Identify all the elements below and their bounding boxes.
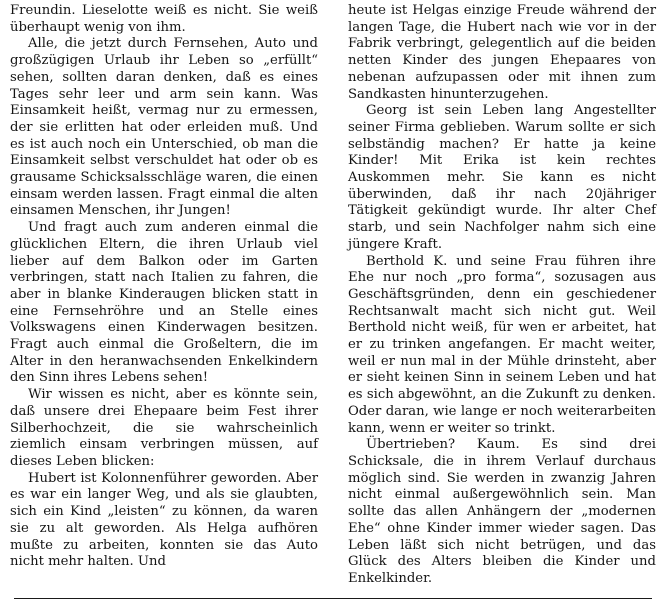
paragraph: Georg ist sein Leben lang Angestellter seiner Firma geblieben. Warum sollte er sich selbständig machen? Er hatte ja keine Kinder! Mit Erika ist kein rechtes Auskommen mehr. Sie kann es nicht überwinden, daß ihr nach 20jähriger Tätigkeit gekündigt wurde. Ihr alter Chef starb, und sein Nachfolger nahm sich eine jüngere Kraft. bbox=[348, 103, 656, 252]
bottom-rule bbox=[14, 598, 652, 599]
right-column bbox=[348, 3, 656, 588]
text-columns bbox=[10, 3, 656, 588]
paragraph: Freundin. Lieselotte weiß es nicht. Sie weiß überhaupt wenig von ihm. bbox=[10, 3, 318, 35]
paragraph: Berthold K. und seine Frau führen ihre Ehe nur noch „pro forma“, sozusagen aus Geschäftsgründen, denn ein geschiedener Rechtsanwalt macht sich nicht gut. Weil Berthold nicht weiß, für wen er arbeitet, hat er zu trinken angefangen. Er macht weiter, weil er nun mal in der Mühle drinsteht, aber er sieht keinen Sinn in seinem Leben und hat es sich abgewöhnt, an die Zukunft zu denken. Oder daran, wie lange er noch weiterarbeiten kann, wenn er weiter so trinkt. bbox=[348, 253, 656, 436]
paragraph: Und fragt auch zum anderen einmal die glücklichen Eltern, die ihren Urlaub viel lieber auf dem Balkon oder im Garten verbringen, statt nach Italien zu fahren, die aber in blanke Kinderaugen blicken statt in eine Fernsehröhre und an Stelle eines Volkswagens einen Kinderwagen besitzen. Fragt auch einmal die Großeltern, die im Alter in den heranwachsenden Enkelkindern den Sinn ihres Lebens sehen! bbox=[10, 220, 318, 386]
left-column bbox=[10, 3, 318, 588]
paragraph: Übertrieben? Kaum. Es sind drei Schicksale, die in ihrem Verlauf durchaus möglich sind. Sie werden in zwanzig Jahren nicht einmal außergewöhnlich sein. Man sollte das allen Anhängern der „modernen Ehe“ ohne Kinder immer wieder sagen. Das Leben läßt sich nicht betrügen, und das Glück des Alters bleiben die Kinder und Enkelkinder. bbox=[348, 437, 656, 586]
paragraph: Wir wissen es nicht, aber es könnte sein, daß unsere drei Ehepaare beim Fest ihrer Silberhochzeit, die sie wahrscheinlich ziemlich einsam verbringen müssen, auf dieses Leben blicken: bbox=[10, 387, 318, 469]
paragraph: heute ist Helgas einzige Freude während der langen Tage, die Hubert nach wie vor in der Fabrik verbringt, gelegentlich auf die beiden netten Kinder des jungen Ehepaares von nebenan aufzupassen oder mit ihnen zum Sandkasten hinunterzugehen. bbox=[348, 3, 656, 102]
paragraph: Hubert ist Kolonnenführer geworden. Aber es war ein langer Weg, und als sie glaubten, sich ein Kind „leisten“ zu können, da waren sie zu alt geworden. Als Helga aufhören mußte zu arbeiten, konnten sie das Auto nicht mehr halten. Und bbox=[10, 470, 318, 570]
paragraph: Alle, die jetzt durch Fernsehen, Auto und großzügigen Urlaub ihr Leben so „erfüllt“ sehen, sollten daran denken, daß es eines Tages sehr leer und arm sein kann. Was Einsamkeit heißt, vermag nur zu ermessen, der sie erlitten hat oder erleiden muß. Und es ist auch noch ein Unterschied, ob man die Einsamkeit selbst verschuldet hat oder ob es grausame Schicksalsschläge waren, die einen einsam werden lassen. Fragt einmal die alten einsamen Menschen, ihr Jungen! bbox=[10, 36, 318, 219]
